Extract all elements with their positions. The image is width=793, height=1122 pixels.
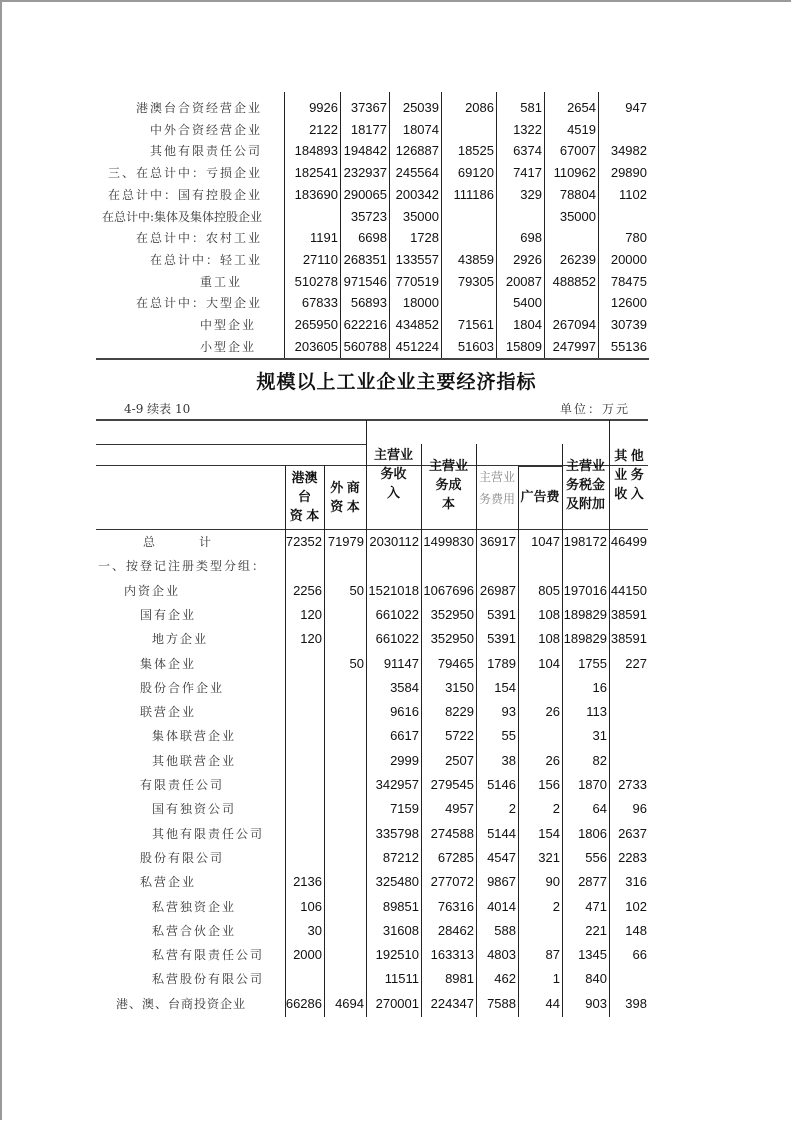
header-text: 主营业 [373, 447, 413, 462]
header-bottom-rule [96, 529, 648, 530]
header-text: 外 商 [330, 480, 360, 495]
cell-value: 265950 [294, 317, 338, 332]
cell-value: 622216 [343, 317, 387, 332]
row-label: 其他联营企业 [152, 753, 237, 768]
column-divider [284, 92, 285, 358]
cell-value: 268351 [343, 251, 387, 267]
cell-value: 1728 [410, 230, 439, 246]
cell-value: 67007 [559, 143, 596, 159]
cell-value: 38591 [610, 631, 647, 647]
cell-value: 87212 [382, 849, 419, 865]
cell-value: 1806 [578, 825, 607, 841]
cell-value: 1755 [578, 655, 607, 671]
page-title: 规模以上工业企业主要经济指标 [256, 372, 537, 393]
cell-value: 462 [494, 971, 516, 987]
cell-value: 270001 [375, 995, 419, 1011]
cell-value: 1804 [513, 317, 542, 332]
cell-value: 56893 [350, 295, 387, 311]
column-divider [476, 444, 477, 1017]
cell-value: 780 [625, 230, 647, 246]
cell-value: 189829 [563, 631, 607, 647]
header-advertising [518, 487, 562, 506]
header-text: 务税金 [565, 477, 605, 492]
cell-value: 104 [538, 655, 560, 671]
cell-value: 451224 [395, 338, 439, 354]
cell-value: 156 [538, 777, 560, 792]
row-label: 私营合伙企业 [152, 923, 237, 938]
cell-value: 279545 [430, 777, 474, 792]
cell-value: 25039 [402, 100, 439, 115]
cell-value: 55136 [610, 338, 647, 354]
cell-value: 661022 [375, 631, 419, 647]
cell-value: 1 [552, 971, 560, 987]
header-text: 主营业 [428, 458, 468, 473]
row-label: 一、按登记注册类型分组： [98, 559, 267, 574]
cell-value: 4957 [445, 801, 474, 817]
row-label: 私营企业 [140, 875, 197, 890]
cell-value: 148 [625, 922, 647, 938]
cell-value: 274588 [430, 825, 474, 841]
cell-value: 26239 [559, 251, 596, 267]
cell-value: 2733 [618, 777, 647, 792]
cell-value: 87 [545, 947, 560, 963]
header-text: 务收 [380, 466, 407, 481]
cell-value: 184893 [294, 143, 338, 159]
cell-value: 947 [625, 100, 647, 115]
cell-value: 154 [494, 679, 516, 695]
cell-value: 2 [552, 801, 560, 817]
cell-value: 34982 [610, 143, 647, 159]
cell-value: 1322 [513, 121, 542, 137]
cell-value: 96 [632, 801, 647, 817]
table-id: 4-9 续表 10 [124, 402, 191, 416]
column-divider [324, 465, 325, 1017]
header-text: 港澳 [291, 470, 318, 485]
row-label: 其他有限责任公司 [152, 826, 265, 841]
row-label: 有限责任公司 [140, 778, 225, 792]
cell-value: 154 [538, 825, 560, 841]
cell-value: 203605 [294, 338, 338, 354]
cell-value: 5391 [487, 606, 516, 622]
cell-value: 102 [625, 898, 647, 914]
row-label: 港澳台合资经营企业 [135, 101, 262, 115]
cell-value: 189829 [563, 606, 607, 622]
cell-value: 110962 [553, 165, 596, 181]
cell-value: 20000 [610, 251, 647, 267]
cell-value: 770519 [395, 273, 439, 289]
cell-value: 44 [545, 995, 560, 1011]
cell-value: 28462 [437, 922, 474, 938]
cell-value: 26 [545, 704, 560, 720]
cell-value: 290065 [343, 186, 387, 202]
cell-value: 247997 [552, 338, 596, 354]
cell-value: 30739 [610, 317, 647, 332]
row-label: 股份有限公司 [140, 850, 225, 865]
cell-value: 35000 [559, 208, 596, 224]
header-text: 业 务 [614, 467, 644, 482]
header-text: 及附加 [565, 496, 605, 511]
cell-value: 200342 [395, 186, 439, 202]
header-rule [518, 466, 562, 467]
cell-value: 1789 [487, 655, 516, 671]
cell-value: 27110 [302, 251, 338, 267]
cell-value: 82 [592, 752, 607, 768]
header-text: 本 [441, 496, 455, 511]
header-text: 资 本 [330, 499, 360, 514]
cell-value: 2877 [578, 874, 607, 890]
cell-value: 325480 [375, 874, 419, 890]
row-label: 小型企业 [200, 339, 257, 354]
cell-value: 51603 [457, 338, 494, 354]
cell-value: 111186 [453, 186, 494, 202]
cell-value: 471 [585, 898, 607, 914]
cell-value: 6698 [358, 230, 387, 246]
row-label: 在总计中：农村工业 [135, 231, 262, 246]
header-other-revenue [609, 446, 649, 503]
column-divider [496, 92, 497, 358]
cell-value: 198172 [563, 534, 607, 549]
cell-value: 69120 [457, 165, 494, 181]
cell-value: 277072 [430, 874, 474, 890]
cell-value: 661022 [375, 606, 419, 622]
column-divider [518, 466, 519, 1017]
cell-value: 50 [349, 655, 364, 671]
row-label: 在总计中:集体及集体控股企业 [101, 209, 262, 224]
cell-value: 232937 [343, 165, 387, 181]
cell-value: 18177 [350, 121, 387, 137]
cell-value: 15809 [505, 338, 542, 354]
cell-value: 29890 [610, 165, 647, 181]
cell-value: 698 [520, 230, 542, 246]
cell-value: 5144 [487, 825, 516, 841]
header-top-rule [96, 419, 648, 421]
cell-value: 66286 [285, 995, 322, 1011]
cell-value: 267094 [552, 317, 596, 332]
cell-value: 18000 [402, 295, 439, 311]
column-divider [421, 444, 422, 1017]
cell-value: 16 [592, 679, 607, 695]
cell-value: 3584 [390, 679, 419, 695]
row-label: 港、澳、台商投资企业 [116, 996, 247, 1011]
row-label: 私营独资企业 [152, 899, 237, 914]
cell-value: 352950 [430, 631, 474, 647]
cell-value: 398 [625, 995, 647, 1011]
cell-value: 3150 [445, 679, 474, 695]
cell-value: 106 [300, 898, 322, 914]
cell-value: 18525 [457, 143, 494, 159]
cell-value: 2654 [567, 100, 596, 115]
column-divider [340, 92, 341, 358]
cell-value: 7417 [513, 165, 542, 181]
cell-value: 560788 [343, 338, 387, 354]
cell-value: 581 [520, 100, 542, 115]
cell-value: 91147 [383, 655, 419, 671]
cell-value: 90 [545, 874, 560, 890]
header-text: 务成 [435, 477, 462, 492]
cell-value: 588 [494, 922, 516, 938]
cell-value: 11511 [384, 971, 419, 987]
header-text: 其 他 [614, 448, 644, 463]
cell-value: 2 [508, 801, 516, 817]
cell-value: 9616 [390, 704, 419, 720]
cell-value: 488852 [552, 273, 596, 289]
column-divider [609, 420, 610, 1017]
cell-value: 342957 [375, 777, 419, 792]
cell-value: 2637 [618, 825, 647, 841]
cell-value: 38 [501, 752, 516, 768]
cell-value: 4547 [487, 849, 516, 865]
cell-value: 133557 [395, 251, 439, 267]
cell-value: 805 [538, 582, 560, 598]
cell-value: 316 [625, 874, 647, 890]
cell-value: 50 [349, 582, 364, 598]
row-label: 私营股份有限公司 [152, 972, 265, 987]
header-rule [96, 444, 366, 445]
header-main-cost [421, 456, 476, 513]
cell-value: 2 [552, 898, 560, 914]
cell-value: 182541 [294, 165, 338, 181]
cell-value: 30 [307, 922, 322, 938]
row-label: 总 计 [143, 535, 214, 549]
cell-value: 903 [585, 995, 607, 1011]
header-text: 资 本 [289, 508, 320, 523]
cell-value: 840 [585, 971, 607, 987]
header-text: 主营业 [478, 470, 515, 484]
cell-value: 971546 [343, 273, 387, 289]
cell-value: 76316 [437, 898, 474, 914]
column-divider [562, 444, 563, 1017]
cell-value: 556 [585, 849, 607, 865]
table-bottom-rule [96, 358, 649, 360]
column-divider [389, 92, 390, 358]
row-label: 国有企业 [140, 607, 197, 622]
cell-value: 1499830 [423, 534, 474, 549]
header-main-tax [562, 456, 609, 513]
row-label: 重工业 [200, 274, 243, 289]
cell-value: 1067696 [423, 582, 474, 598]
cell-value: 321 [538, 849, 560, 865]
cell-value: 5400 [513, 295, 542, 311]
cell-value: 5391 [487, 631, 516, 647]
cell-value: 1047 [531, 534, 560, 549]
header-text: 务费用 [478, 492, 515, 506]
cell-value: 2086 [465, 100, 494, 115]
cell-value: 31608 [382, 922, 419, 938]
cell-value: 36917 [479, 534, 516, 549]
cell-value: 6374 [513, 143, 542, 159]
cell-value: 26987 [479, 582, 516, 598]
row-label: 股份合作企业 [140, 680, 225, 695]
cell-value: 329 [520, 186, 542, 202]
cell-value: 67285 [437, 849, 474, 865]
header-hk-macao-taiwan-capital [285, 468, 324, 525]
header-foreign-capital [324, 478, 366, 516]
cell-value: 5722 [445, 728, 474, 744]
column-divider [544, 92, 545, 358]
cell-value: 4519 [567, 121, 596, 137]
cell-value: 352950 [430, 606, 474, 622]
cell-value: 126887 [395, 143, 439, 159]
header-text: 主营业 [565, 458, 605, 473]
cell-value: 18074 [402, 121, 439, 137]
cell-value: 67833 [301, 295, 338, 311]
cell-value: 194842 [343, 143, 387, 159]
row-label: 中型企业 [200, 318, 257, 332]
cell-value: 55 [501, 728, 516, 744]
cell-value: 120 [300, 606, 322, 622]
cell-value: 35000 [402, 208, 439, 224]
cell-value: 71979 [327, 534, 364, 549]
cell-value: 79465 [437, 655, 474, 671]
cell-value: 108 [538, 606, 560, 622]
cell-value: 64 [592, 801, 607, 817]
cell-value: 120 [300, 631, 322, 647]
cell-value: 224347 [430, 995, 474, 1011]
cell-value: 5146 [487, 777, 516, 792]
cell-value: 78475 [610, 273, 647, 289]
cell-value: 38591 [610, 606, 647, 622]
row-label: 联营企业 [140, 705, 197, 720]
cell-value: 72352 [285, 534, 322, 549]
cell-value: 7159 [390, 801, 419, 817]
column-divider [598, 92, 599, 358]
cell-value: 2926 [513, 251, 542, 267]
cell-value: 26 [545, 752, 560, 768]
header-text: 入 [386, 485, 400, 500]
row-label: 在总计中：轻工业 [149, 252, 262, 267]
cell-value: 4014 [487, 898, 516, 914]
cell-value: 78804 [559, 186, 596, 202]
cell-value: 35723 [350, 208, 387, 224]
cell-value: 1521018 [368, 582, 419, 598]
cell-value: 4803 [487, 947, 516, 963]
row-label: 集体企业 [140, 656, 197, 671]
cell-value: 1102 [619, 186, 647, 202]
cell-value: 7588 [487, 995, 516, 1011]
column-divider [366, 420, 367, 1017]
header-main-revenue [366, 445, 421, 502]
cell-value: 2000 [293, 947, 322, 963]
unit-label: 单位：万元 [560, 402, 631, 416]
cell-value: 4694 [335, 995, 364, 1011]
row-label: 在总计中：大型企业 [135, 296, 262, 311]
cell-value: 1345 [578, 947, 607, 963]
cell-value: 1870 [578, 777, 607, 792]
row-label: 在总计中：国有控股企业 [107, 187, 262, 202]
row-label: 中外合资经营企业 [149, 122, 262, 137]
cell-value: 2283 [618, 849, 647, 865]
cell-value: 9926 [309, 100, 338, 115]
row-label: 私营有限责任公司 [152, 948, 265, 963]
cell-value: 2507 [445, 752, 474, 768]
cell-value: 8981 [445, 971, 474, 987]
cell-value: 221 [585, 922, 607, 938]
cell-value: 113 [586, 704, 607, 720]
cell-value: 46499 [610, 534, 647, 549]
cell-value: 335798 [375, 825, 419, 841]
cell-value: 71561 [457, 317, 494, 332]
row-label: 三、在总计中：亏损企业 [107, 166, 262, 181]
cell-value: 12600 [610, 295, 647, 311]
header-text: 收 入 [614, 486, 644, 501]
cell-value: 183690 [294, 186, 338, 202]
cell-value: 1191 [310, 230, 338, 246]
cell-value: 2122 [309, 121, 338, 137]
cell-value: 2256 [293, 582, 322, 598]
cell-value: 6617 [390, 728, 419, 744]
cell-value: 79305 [457, 273, 494, 289]
header-text: 广告费 [520, 489, 560, 504]
column-divider [441, 92, 442, 358]
row-label: 地方企业 [152, 632, 209, 647]
row-label: 集体联营企业 [152, 729, 237, 744]
cell-value: 8229 [445, 704, 474, 720]
cell-value: 108 [538, 631, 560, 647]
cell-value: 31 [592, 728, 607, 744]
cell-value: 2030112 [369, 534, 419, 549]
cell-value: 2999 [390, 752, 419, 768]
cell-value: 245564 [395, 165, 439, 181]
header-main-expense [476, 466, 518, 510]
cell-value: 37367 [350, 100, 387, 115]
cell-value: 163313 [430, 947, 474, 963]
row-label: 内资企业 [124, 583, 181, 598]
cell-value: 20087 [505, 273, 542, 289]
cell-value: 434852 [395, 317, 439, 332]
header-text: 台 [297, 489, 311, 504]
cell-value: 44150 [610, 582, 647, 598]
cell-value: 89851 [382, 898, 419, 914]
cell-value: 510278 [294, 273, 338, 289]
cell-value: 192510 [375, 947, 419, 963]
cell-value: 197016 [563, 582, 607, 598]
cell-value: 93 [501, 704, 516, 720]
row-label: 国有独资公司 [152, 802, 237, 817]
cell-value: 227 [625, 655, 647, 671]
cell-value: 66 [632, 947, 647, 963]
column-divider [285, 465, 286, 1017]
row-label: 其他有限责任公司 [149, 144, 262, 159]
cell-value: 2136 [293, 874, 322, 890]
cell-value: 43859 [457, 251, 494, 267]
cell-value: 9867 [487, 874, 516, 890]
